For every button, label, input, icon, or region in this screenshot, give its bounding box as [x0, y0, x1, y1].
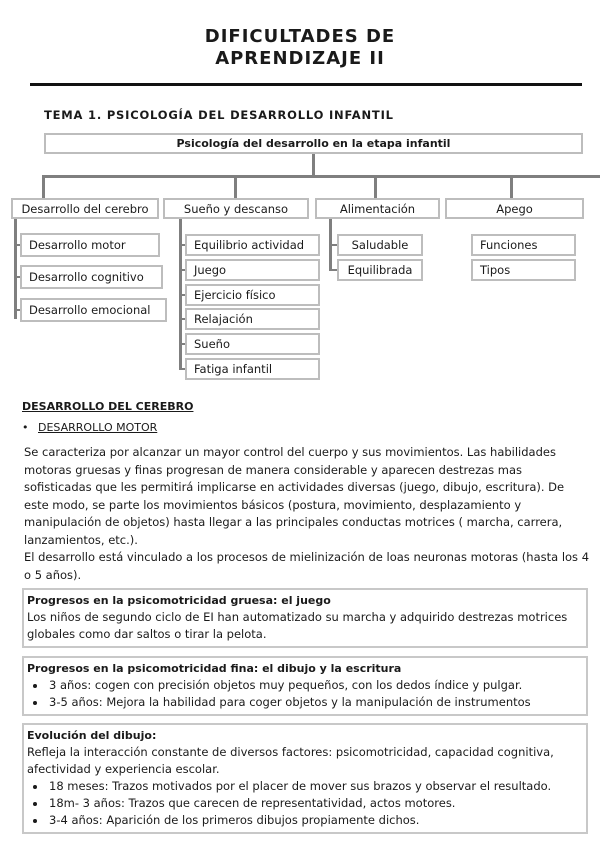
item-sueno: Sueño [185, 333, 320, 355]
drop-line [42, 175, 45, 198]
horizontal-bus [42, 175, 600, 178]
subsection-title: DESARROLLO MOTOR [38, 421, 158, 434]
root-node: Psicología del desarrollo en la etapa infantil [44, 133, 583, 154]
drop-line [234, 175, 237, 198]
card-evolucion-dibujo [22, 723, 588, 834]
title-divider [30, 83, 582, 86]
item-tipos: Tipos [471, 259, 576, 281]
card-title: Progresos en la psicomotricidad fina: el dibujo y la escritura [27, 662, 402, 675]
item-juego: Juego [185, 259, 320, 281]
category-alimentacion: Alimentación [315, 198, 440, 219]
subsection-bullet [22, 421, 157, 434]
item-desarrollo-motor: Desarrollo motor [20, 233, 160, 257]
category-apego: Apego [445, 198, 584, 219]
item-fatiga-infantil: Fatiga infantil [185, 358, 320, 380]
list-item: • 18m- 3 años: Trazos que carecen de representatividad, actos motores. [47, 795, 583, 812]
body-text [24, 444, 590, 584]
item-equilibrada: Equilibrada [337, 259, 423, 281]
card-title: Evolución del dibujo: [27, 729, 157, 742]
card-psicomotricidad-fina [22, 656, 588, 716]
tema-heading: TEMA 1. PSICOLOGÍA DEL DESARROLLO INFANTIL [44, 108, 394, 122]
paragraph-1: Se caracteriza por alcanzar un mayor control del cuerpo y sus movimientos. Las habilidades motoras gruesas y finas progresan de manera considerable y aparecen destrezas mas sofisticadas que les permitirá implicarse en actividades diversas (juego, dibujo, escritura). De este modo, se parte los movimientos básicos (postura, movimiento, desplazamiento y manipulación de objetos) hasta llegar a las principales conductas motrices ( marcha, carrera, lanzamientos, etc.). [24, 445, 565, 547]
card-list [27, 778, 583, 829]
drop-line [510, 175, 513, 198]
card-psicomotricidad-gruesa [22, 588, 588, 648]
item-equilibrio-actividad: Equilibrio actividad [185, 234, 320, 256]
section-title: DESARROLLO DEL CEREBRO [22, 400, 194, 413]
item-ejercicio-fisico: Ejercicio físico [185, 284, 320, 306]
branch-line [14, 219, 17, 319]
item-desarrollo-cognitivo: Desarrollo cognitivo [20, 265, 163, 289]
category-sueno-descanso: Sueño y descanso [163, 198, 309, 219]
list-item: • 3-5 años: Mejora la habilidad para coger objetos y la manipulación de instrumentos [47, 694, 583, 711]
item-desarrollo-emocional: Desarrollo emocional [20, 298, 167, 322]
drop-line [374, 175, 377, 198]
title-line-1: DIFICULTADES DE [204, 26, 396, 47]
category-desarrollo-cerebro: Desarrollo del cerebro [11, 198, 159, 219]
list-item: • 3 años: cogen con precisión objetos muy pequeños, con los dedos índice y pulgar. [47, 677, 583, 694]
item-funciones: Funciones [471, 234, 576, 256]
paragraph-2: El desarrollo está vinculado a los procesos de mielinización de loas neuronas motoras (hasta los 4 o 5 años). [24, 550, 590, 582]
list-item: • 18 meses: Trazos motivados por el placer de mover sus brazos y observar el resultado. [47, 778, 583, 795]
tick-line [329, 244, 337, 246]
card-text: Refleja la interacción constante de diversos factores: psicomotricidad, capacidad cognitiva, afectividad y experiencia escolar. [27, 745, 554, 776]
root-connector [312, 154, 315, 176]
item-relajacion: Relajación [185, 308, 320, 330]
document-title [0, 26, 600, 70]
bullet-dot-icon: • [22, 421, 29, 434]
card-list [27, 677, 583, 711]
item-saludable: Saludable [337, 234, 423, 256]
card-text: Los niños de segundo ciclo de EI han automatizado su marcha y adquirido destrezas motrices globales como dar saltos o tirar la pelota. [27, 610, 568, 641]
card-title: Progresos en la psicomotricidad gruesa: el juego [27, 594, 331, 607]
tick-line [329, 269, 337, 271]
list-item: • 3-4 años: Aparición de los primeros dibujos propiamente dichos. [47, 812, 583, 829]
title-line-2: APRENDIZAJE II [215, 48, 385, 69]
